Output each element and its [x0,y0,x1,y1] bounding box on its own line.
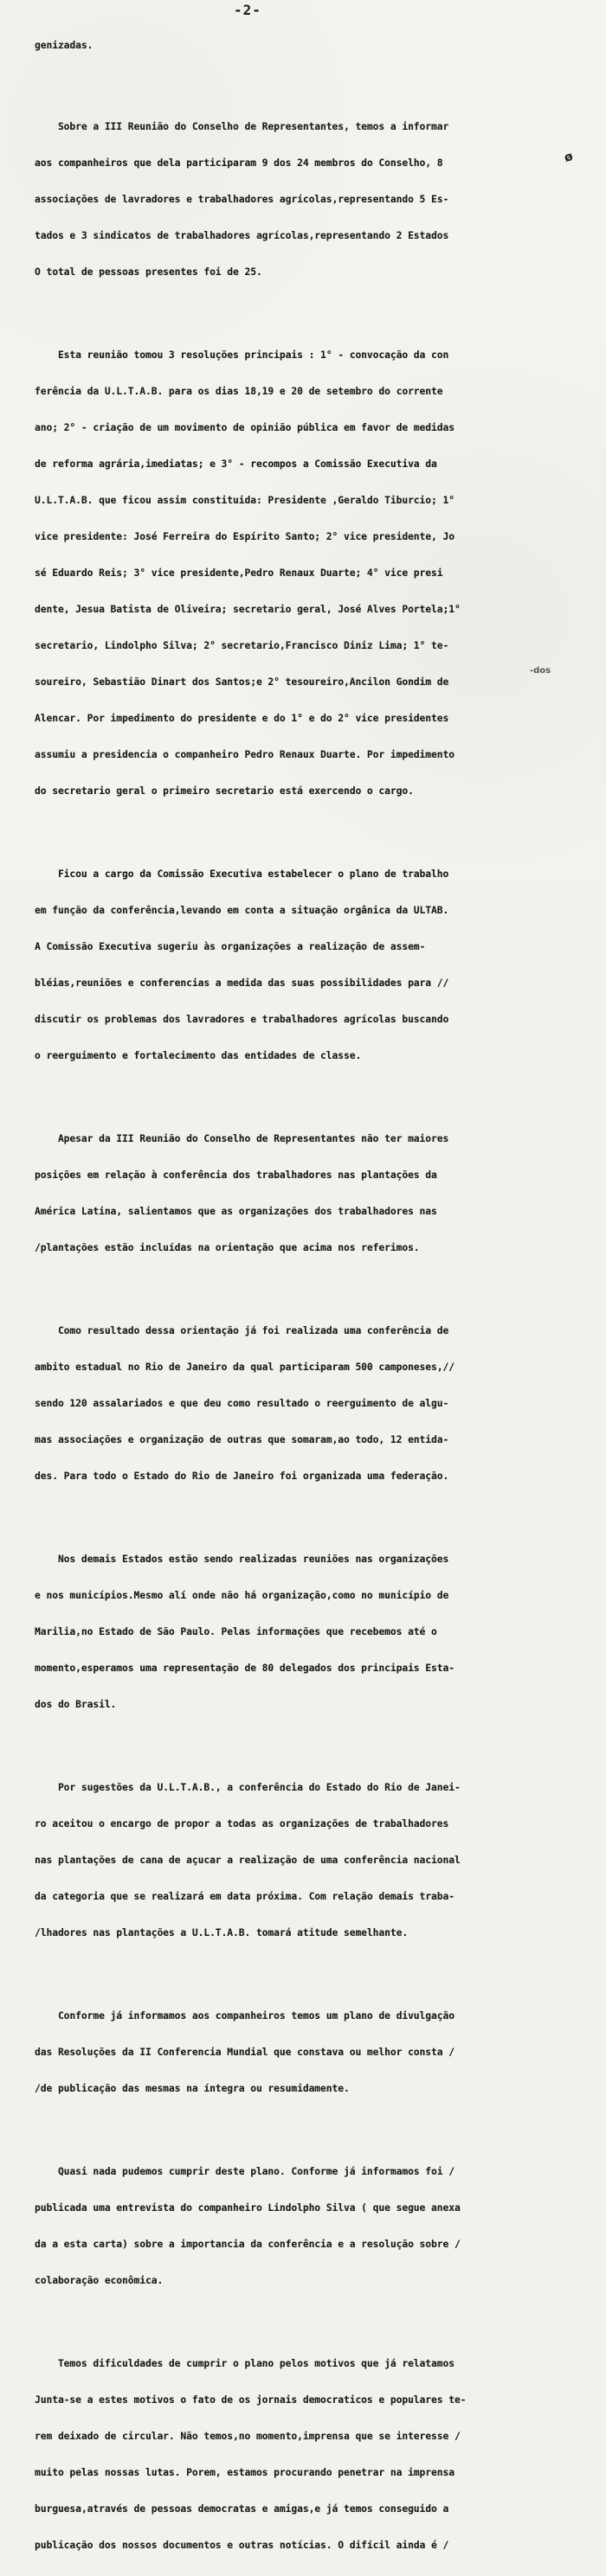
paragraph-gap [35,1086,573,1097]
text-line: tados e 3 sindicatos de trabalhadores agrícolas,representando 2 Estados [35,230,449,241]
text-line: ro aceitou o encargo de propor a todas as organizações de trabalhadores [35,1818,449,1829]
text-line: América Latina, salientamos que as organizações dos trabalhadores nas [35,1206,437,1217]
text-line: A Comissão Executiva sugeriu às organizações a realização de assem- [35,941,426,952]
paragraph-gap [35,303,573,313]
text-line: Quasi nada pudemos cumprir deste plano. Conforme já informamos foi / [35,2166,455,2177]
text-line: bléias,reuniões e conferencias a medida das suas possibilidades para // [35,977,449,989]
text-line: ano; 2° - criação de um movimento de opinião pública em favor de medidas [35,422,455,433]
text-line: das Resoluções da II Conferencia Mundial que constava ou melhor consta / [35,2047,455,2058]
paragraph-gap [35,76,573,85]
text-line: O total de pessoas presentes foi de 25. [35,266,262,278]
text-line: /lhadores nas plantações a U.L.T.A.B. tomará atitude semelhante. [35,1927,409,1938]
page-number: -2- [234,2,261,18]
paragraph-gap [35,1507,573,1517]
text-line: muito pelas nossas lutas. Porem, estamos procurando penetrar na imprensa [35,2467,455,2478]
text-line: posições em relação à conferência dos trabalhadores nas plantações da [35,1169,437,1181]
text-line: de reforma agrária,imediatas; e 3° - recompos a Comissão Executiva da [35,458,437,470]
text-line: mas associações e organização de outras que somaram,ao todo, 12 entida- [35,1434,449,1445]
text-line: associações de lavradores e trabalhadores agrícolas,representando 5 Es- [35,194,449,205]
text-line: do secretario geral o primeiro secretario está exercendo o cargo. [35,785,414,797]
text-line: publicada uma entrevista do companheiro Lindolpho Silva ( que segue anexa [35,2202,461,2214]
paragraph-gap [35,1964,573,1974]
text-line: Como resultado dessa orientação já foi realizada uma conferência de [35,1325,449,1336]
text-line: U.L.T.A.B. que ficou assim constituida: Presidente ,Geraldo Tiburcio; 1° [35,495,455,506]
text-line: Alencar. Por impedimento do presidente e do 1° e do 2° vice presidentes [35,713,449,724]
text-line: /de publicação das mesmas na íntegra ou resumidamente. [35,2083,350,2094]
text-line: Temos dificuldades de cumprir o plano pelos motivos que já relatamos [35,2358,455,2369]
text-line: dente, Jesua Batista de Oliveira; secretario geral, José Alves Portela;1° [35,604,461,615]
paragraph-gap [35,1278,573,1289]
text-line: momento,esperamos uma representação de 80 delegados dos principais Esta- [35,1663,455,1674]
margin-check-mark: ø [563,150,575,165]
text-line: da a esta carta) sobre a importancia da conferência e a resolução sobre / [35,2239,461,2250]
text-line: des. Para todo o Estado do Rio de Janeiro foi organizada uma federação. [35,1471,449,1482]
text-line: Nos demais Estados estão sendo realizadas reuniões nas organizações [35,1554,449,1565]
text-line: Ficou a cargo da Comissão Executiva estabelecer o plano de trabalho [35,868,449,880]
text-line: o reerguimento e fortalecimento das entidades de classe. [35,1050,362,1061]
paragraph-gap [35,2311,573,2322]
text-line: nas plantações de cana de açucar a realização de uma conferência nacional [35,1855,461,1866]
paragraph-gap [35,822,573,832]
text-line: rem deixado de circular. Não temos,no momento,imprensa que se interesse / [35,2431,461,2442]
text-line: assumiu a presidencia o companheiro Pedro Renaux Duarte. Por impedimento [35,749,455,760]
text-line: sé Eduardo Reis; 3° vice presidente,Pedro Renaux Duarte; 4° vice presi [35,567,443,579]
text-line: soureiro, Sebastião Dinart dos Santos;e 2° tesoureiro,Ancilon Gondim de [35,676,449,688]
text-line: genizadas. [35,40,93,51]
document-text [35,16,573,2576]
text-line: em função da conferência,levando em conta a situação orgânica da ULTAB. [35,905,449,916]
text-line: ambito estadual no Rio de Janeiro da qual participaram 500 camponeses,// [35,1362,455,1373]
text-line: aos companheiros que dela participaram 9 dos 24 membros do Conselho, 8 [35,157,443,169]
margin-note: -dos [530,666,551,676]
text-line: secretario, Lindolpho Silva; 2° secretario,Francisco Diniz Lima; 1° te- [35,640,449,651]
text-line: colaboração econômica. [35,2275,164,2286]
text-line: Marilia,no Estado de São Paulo. Pelas informações que recebemos até o [35,1626,437,1637]
text-line: e nos municípios.Mesmo alí onde não há organização,como no município de [35,1590,449,1601]
paragraph-gap [35,2119,573,2130]
text-line: vice presidente: José Ferreira do Espírito Santo; 2° vice presidente, Jo [35,531,455,542]
text-line: ferência da U.L.T.A.B. para os dias 18,19 e 20 de setembro do corrente [35,386,449,397]
text-line: discutir os problemas dos lavradores e trabalhadores agrícolas buscando [35,1014,449,1025]
text-line: Sobre a III Reunião do Conselho de Representantes, temos a informar [35,121,449,132]
paragraph-gap [35,1735,573,1746]
text-line: Apesar da III Reunião do Conselho de Representantes não ter maiores [35,1133,449,1144]
text-line: burguesa,através de pessoas democratas e amigas,e já temos conseguido a [35,2503,449,2515]
text-line: sendo 120 assalariados e que deu como resultado o reerguimento de algu- [35,1398,449,1409]
text-line: Junta-se a estes motivos o fato de os jornais democraticos e populares te- [35,2394,467,2406]
text-line: /plantações estão incluídas na orientação que acima nos referimos. [35,1242,420,1253]
text-line: Por sugestões da U.L.T.A.B., a conferência do Estado do Rio de Janei- [35,1782,461,1793]
text-line: publicação dos nossos documentos e outras notícias. O difícil ainda é / [35,2540,449,2551]
text-line: da categoria que se realizará em data próxima. Com relação demais traba- [35,1891,455,1902]
text-line: Esta reunião tomou 3 resoluções principais : 1° - convocação da con [35,349,449,361]
text-line: Conforme já informamos aos companheiros temos um plano de divulgação [35,2010,455,2022]
text-line: dos do Brasil. [35,1699,117,1710]
